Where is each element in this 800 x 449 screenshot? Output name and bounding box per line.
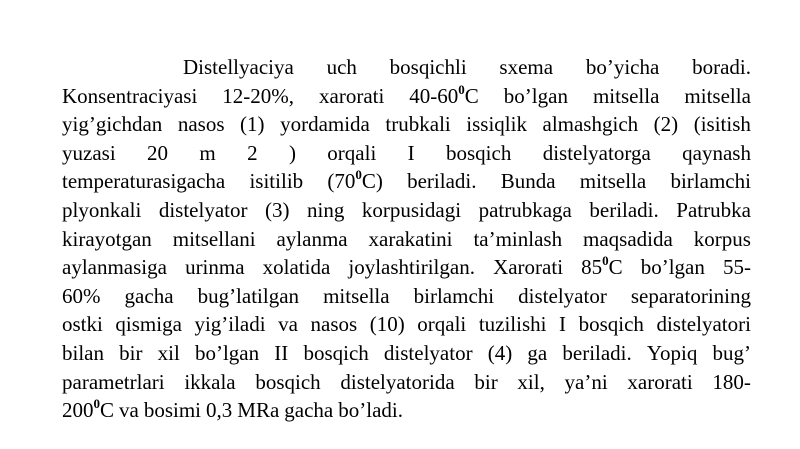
text-line — [62, 310, 751, 339]
text-line — [62, 167, 751, 196]
word: (isitish — [693, 112, 751, 137]
word: birlamchi — [413, 283, 495, 308]
word: bug’latilgan — [197, 283, 300, 308]
word: ya’ni — [564, 369, 608, 394]
word: orqali — [327, 140, 377, 165]
word: xil — [157, 340, 180, 365]
text-line — [62, 282, 751, 311]
word: m — [199, 140, 216, 165]
word: ning — [307, 197, 345, 222]
word: va — [278, 312, 298, 337]
word: Yopiq — [646, 340, 698, 365]
word: orqali — [417, 312, 467, 337]
word: distelyatorida — [340, 369, 455, 394]
word: joylashtirilgan. — [348, 255, 475, 280]
word: boradi. — [692, 55, 751, 79]
word: (2) — [653, 112, 679, 137]
word: ga — [527, 340, 548, 365]
word: bo’ladi. — [338, 398, 403, 423]
word: xolatida — [262, 255, 331, 280]
word: mitsella — [323, 283, 390, 308]
paragraph — [62, 53, 751, 425]
word: parametrlari — [62, 369, 165, 394]
word: $(70^0C)$ — [327, 167, 383, 194]
word: beriladi. — [407, 169, 477, 194]
word: xarakatini — [368, 226, 453, 251]
text-line — [62, 253, 751, 282]
word: $40-60^0C$ — [409, 81, 479, 108]
word: 55- — [722, 255, 751, 280]
word: beriladi. — [562, 340, 632, 365]
word: gacha — [124, 283, 174, 308]
word: trubkali — [385, 112, 451, 137]
word: almashgich — [542, 112, 639, 137]
word: bir — [119, 340, 143, 365]
word: Bunda — [500, 169, 556, 194]
word: mitsella — [684, 83, 751, 108]
word: nasos — [310, 312, 358, 337]
text-line — [62, 368, 751, 397]
word: va — [119, 398, 139, 423]
word: 0,3 — [206, 398, 233, 423]
word: bosqich — [255, 369, 321, 394]
word: patrubkaga — [478, 197, 572, 222]
word: $200^0C$ — [62, 396, 115, 423]
word: mitsella — [579, 169, 647, 194]
word: 180- — [712, 369, 751, 394]
word: Patrubka — [676, 197, 751, 222]
word: yig’iladi — [194, 312, 266, 337]
word: (10) — [369, 312, 405, 337]
word: bo’lgan — [640, 255, 705, 280]
word: plyonkali — [62, 197, 142, 222]
word: distelyatorga — [542, 140, 651, 165]
word: bilan — [62, 340, 104, 365]
word: bosqich — [303, 340, 369, 365]
word: bo’lgan — [503, 83, 568, 108]
word: distelyator — [158, 197, 248, 222]
word: bo’yicha — [585, 55, 660, 79]
word: 2 — [247, 140, 258, 165]
word: yig’gichdan — [62, 112, 163, 137]
word: nasos — [177, 112, 225, 137]
word: (4) — [487, 340, 513, 365]
word: bosqich — [446, 140, 512, 165]
word: bug’ — [712, 340, 751, 365]
word: korpus — [693, 226, 751, 251]
word: distelyatori — [656, 312, 751, 337]
word: sxema — [499, 55, 554, 79]
word: aylanmasiga — [62, 255, 167, 280]
word: distelyator — [518, 283, 607, 308]
word: qismiga — [115, 312, 182, 337]
word: korpusidagi — [361, 197, 462, 222]
word: MRa — [237, 398, 280, 423]
word: Distellyaciya — [183, 55, 294, 79]
word: (3) — [265, 197, 290, 222]
text-line — [62, 110, 751, 139]
word: 12-20%, — [222, 83, 295, 108]
word: (1) — [240, 112, 265, 137]
word: urinma — [185, 255, 245, 280]
word: xarorati — [319, 83, 385, 108]
word: beriladi. — [589, 197, 659, 222]
text-line — [62, 53, 751, 82]
word: distelyator — [383, 340, 473, 365]
word: bosimi — [143, 398, 202, 423]
word: birlamchi — [670, 169, 751, 194]
text-line — [62, 339, 751, 368]
word: aylanma — [276, 226, 348, 251]
word: tuzilishi — [478, 312, 547, 337]
word: gacha — [284, 398, 334, 423]
word: isitilib — [249, 169, 304, 194]
word: qaynash — [682, 140, 751, 165]
word: xarorati — [627, 369, 693, 394]
word: maqsadida — [583, 226, 673, 251]
word: ikkala — [184, 369, 236, 394]
word: yuzasi — [62, 140, 116, 165]
word: 60% — [62, 283, 101, 308]
word: temperaturasigacha — [62, 169, 226, 194]
word: I — [559, 312, 567, 337]
word: Xarorati — [493, 255, 564, 280]
word: yordamida — [280, 112, 370, 137]
word: uch — [326, 55, 357, 79]
text-line — [62, 82, 751, 111]
word: xil, — [517, 369, 545, 394]
word: mitsellani — [172, 226, 256, 251]
word: issiqlik — [466, 112, 527, 137]
text-line — [62, 139, 751, 168]
word: bo’lgan — [194, 340, 260, 365]
word: ostki — [62, 312, 103, 337]
word: bosqichli — [389, 55, 467, 79]
word: bosqich — [578, 312, 644, 337]
word: II — [274, 340, 289, 365]
word: $85^0C$ — [581, 253, 623, 280]
text-line — [62, 396, 751, 425]
word: Konsentraciyasi — [62, 83, 198, 108]
word: mitsella — [592, 83, 660, 108]
word: bir — [474, 369, 498, 394]
word: ta’minlash — [473, 226, 563, 251]
text-line — [62, 196, 751, 225]
word: separatorining — [630, 283, 751, 308]
word: ) — [288, 140, 296, 165]
word: 20 — [147, 140, 169, 165]
text-line — [62, 225, 751, 254]
word: I — [407, 140, 415, 165]
word: kirayotgan — [62, 226, 152, 251]
